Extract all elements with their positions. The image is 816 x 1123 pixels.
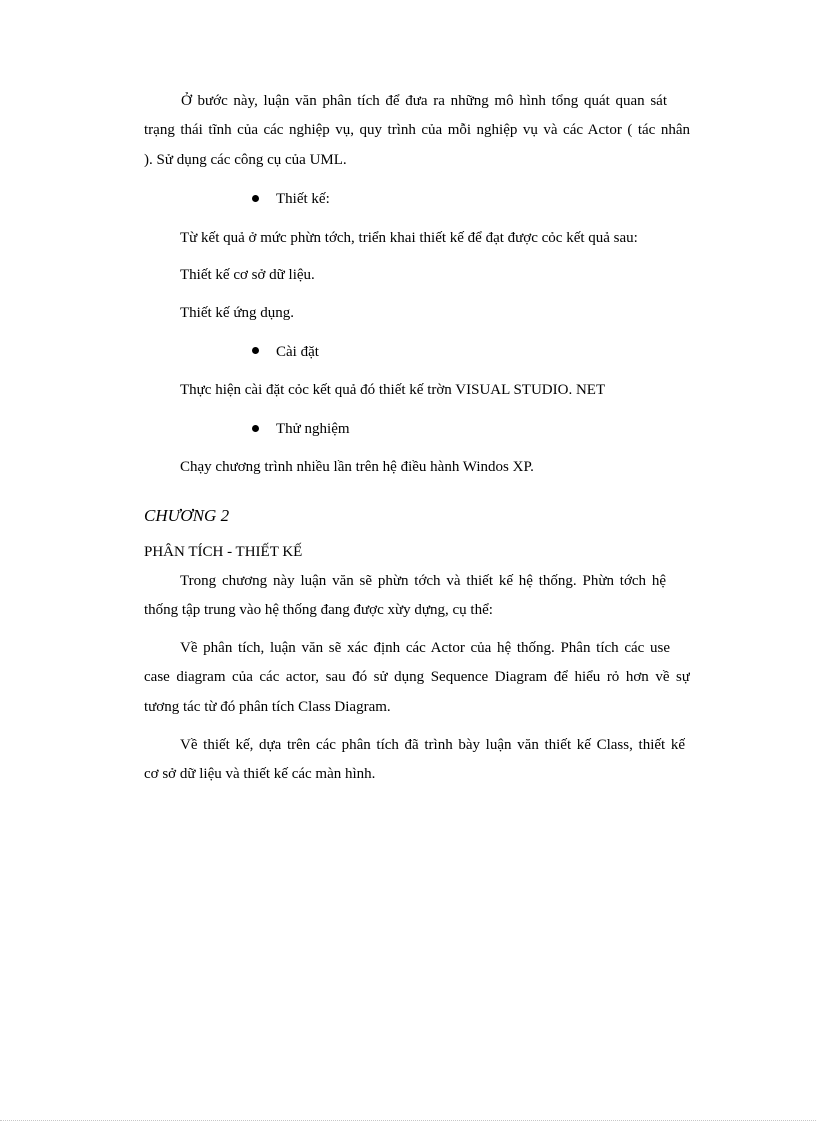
test-text: Chạy chương trình nhiều lần trên hệ điều hành Windos XP. bbox=[180, 459, 534, 475]
paragraph-1-line-1: Ở bước này, luận văn phân tích để đưa ra những mô hình tổng quát quan sát bbox=[181, 93, 667, 109]
page-bottom-divider bbox=[0, 1120, 816, 1121]
bullet-dot-icon bbox=[252, 195, 259, 202]
bullet-install-label: Cài đặt bbox=[276, 344, 319, 360]
paragraph-1-line-2: trạng thái tĩnh của các nghiệp vụ, quy trình của mỗi nghiệp vụ và các Actor ( tác nhân bbox=[144, 122, 690, 138]
paragraph-2-line-2: thống tập trung vào hệ thống đang được xừy dựng, cụ thể: bbox=[144, 602, 493, 618]
paragraph-3-line-3: tương tác từ đó phân tích Class Diagram. bbox=[144, 699, 391, 715]
install-text: Thực hiện cài đặt cỏc kết quả đó thiết kế trờn VISUAL STUDIO. NET bbox=[180, 382, 606, 398]
paragraph-1-line-3: ). Sử dụng các công cụ của UML. bbox=[144, 152, 347, 168]
design-intro-text: Từ kết quả ở mức phừn tớch, triển khai thiết kế để đạt được cỏc kết quả sau: bbox=[180, 230, 638, 246]
design-db-text: Thiết kế cơ sở dữ liệu. bbox=[180, 267, 315, 283]
section-heading: PHÂN TÍCH - THIẾT KẾ bbox=[144, 544, 303, 560]
bullet-design-label: Thiết kế: bbox=[276, 191, 330, 207]
paragraph-3-line-2: case diagram của các actor, sau đó sử dụng Sequence Diagram để hiểu rỏ hơn về sự bbox=[144, 669, 690, 685]
paragraph-3-line-1: Về phân tích, luận văn sẽ xác định các Actor của hệ thống. Phân tích các use bbox=[180, 640, 670, 656]
bullet-dot-icon bbox=[252, 425, 259, 432]
chapter-title: CHƯƠNG 2 bbox=[144, 506, 230, 525]
paragraph-2-line-1: Trong chương này luận văn sẽ phừn tớch và thiết kế hệ thống. Phừn tớch hệ bbox=[180, 573, 666, 589]
paragraph-4-line-1: Về thiết kế, dựa trên các phân tích đã trình bày luận văn thiết kế Class, thiết kế bbox=[180, 737, 685, 753]
design-app-text: Thiết kế ứng dụng. bbox=[180, 305, 294, 321]
bullet-test-label: Thử nghiệm bbox=[276, 421, 350, 437]
bullet-dot-icon bbox=[252, 347, 259, 354]
paragraph-4-line-2: cơ sở dữ liệu và thiết kế các màn hình. bbox=[144, 766, 376, 782]
